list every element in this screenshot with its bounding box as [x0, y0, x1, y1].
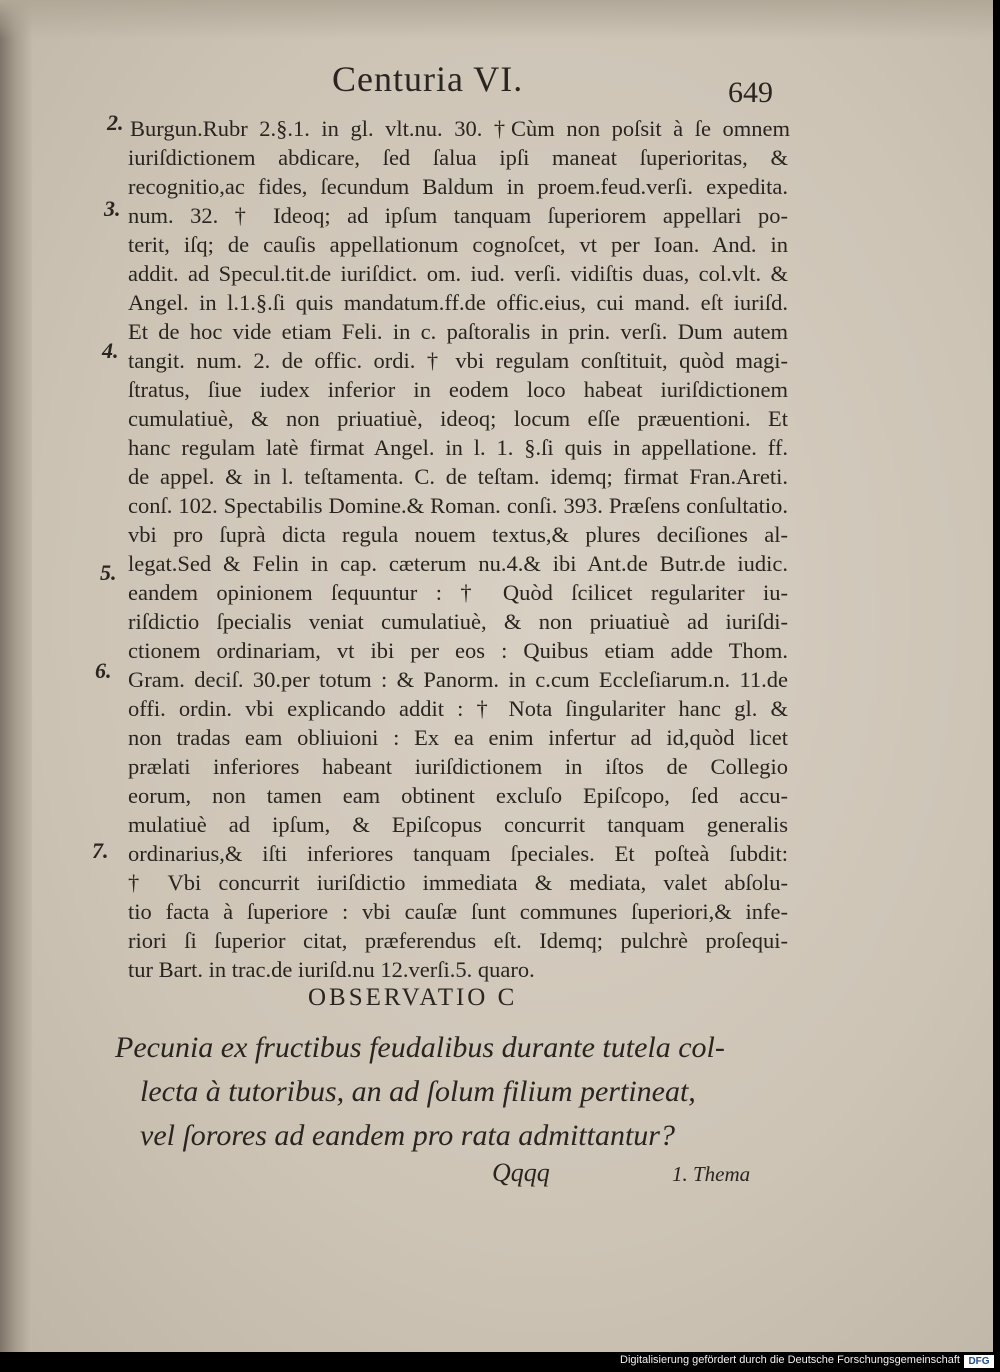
text-line: riſdictio ſpecialis veniat cumulatiuè, & non priuatiuè ad iuriſdi-: [128, 609, 788, 634]
margin-number: 6.: [95, 658, 112, 683]
text-line: de appel. & in l. teſtamenta. C. de teſtam. idemq; firmat Fran.Areti.: [128, 464, 788, 489]
text-line: eorum, non tamen eam obtinent excluſo Epiſcopo, ſed accu-: [128, 783, 788, 808]
text-line: cumulatiuè, & non priuatiuè, ideoq; locum eſſe præuentioni. Et: [128, 406, 788, 431]
text-line: ctionem ordinariam, vt ibi per eos : Quibus etiam adde Thom.: [128, 638, 788, 663]
running-title: Centuria VI.: [332, 59, 524, 99]
text-line: legat.Sed & Felin in cap. cæterum nu.4.& ibi Ant.de Butr.de iudic.: [128, 551, 788, 576]
margin-number: 3.: [104, 196, 121, 221]
text-line: eandem opinionem ſequuntur : † Quòd ſcilicet regulariter iu-: [128, 580, 788, 605]
page-number: 649: [728, 76, 773, 109]
margin-number: 4.: [102, 338, 119, 363]
text-line: Et de hoc vide etiam Feli. in c. paſtoralis in prin. verſi. Dum autem: [128, 319, 788, 344]
dfg-logo: DFG: [964, 1355, 994, 1368]
question-line: Pecunia ex fructibus feudalibus durante tutela col-: [115, 1031, 725, 1064]
text-line: Angel. in l.1.§.ſi quis mandatum.ff.de offic.eius, cui mand. eſt iuriſd.: [128, 290, 788, 315]
text-line: Burgun.Rubr 2.§.1. in gl. vlt.nu. 30. †Cùm non poſsit à ſe omnem: [130, 116, 790, 141]
catchword: 1. Thema: [672, 1162, 751, 1186]
text-line: vbi pro ſuprà dicta regula nouem textus,& plures deciſiones al-: [128, 522, 788, 547]
text-line: prælati inferiores habeant iuriſdictionem in iſtos de Collegio: [128, 754, 788, 779]
observatio-heading: OBSERVATIO C: [308, 984, 518, 1011]
text-line: mulatiuè ad ipſum, & Epiſcopus concurrit tanquam generalis: [128, 812, 788, 837]
text-line: tur Bart. in trac.de iuriſd.nu 12.verſi.5. quaro.: [128, 957, 535, 982]
text-line: num. 32. † Ideoq; ad ipſum tanquam ſuperiorem appellari po-: [128, 203, 788, 228]
text-line: tio facta à ſuperiore : vbi cauſæ ſunt communes ſuperiori,& infe-: [128, 899, 788, 924]
text-line: offi. ordin. vbi explicando addit : † Nota ſingulariter hanc gl. &: [128, 696, 788, 721]
text-line: iuriſdictionem abdicare, ſed ſalua ipſi maneat ſuperioritas, &: [128, 145, 788, 170]
text-line: hanc regulam latè firmat Angel. in l. 1. §.ſi quis in appellatione. ff.: [128, 435, 788, 460]
margin-number: 7.: [92, 838, 109, 863]
page-header: [0, 58, 993, 109]
margin-number: 2.: [107, 110, 124, 135]
text-line: ſtratus, ſiue iudex inferior in eodem loco habeat iuriſdictionem: [128, 377, 788, 402]
text-line: tangit. num. 2. de offic. ordi. † vbi regulam conſtituit, quòd magi-: [128, 348, 788, 373]
text-line: non tradas eam obliuioni : Ex ea enim infertur ad id,quòd licet: [128, 725, 788, 750]
question-line: vel ſorores ad eandem pro rata admittantur?: [140, 1119, 675, 1152]
signature-mark: Qqqq: [492, 1158, 550, 1187]
footer-credit: Digitalisierung gefördert durch die Deutsche Forschungsgemeinschaft: [620, 1354, 960, 1366]
text-line: terit, iſq; de cauſis appellationum cognoſcet, vt per Ioan. And. in: [128, 232, 788, 257]
page-top-shadow: [0, 0, 993, 40]
text-line: conſ. 102. Spectabilis Domine.& Roman. conſi. 393. Præſens conſultatio.: [128, 493, 788, 518]
digitization-footer: [0, 1352, 1000, 1372]
margin-number: 5.: [100, 560, 117, 585]
page-gutter-shadow: [0, 0, 32, 1352]
question-line: lecta à tutoribus, an ad ſolum filium pertineat,: [140, 1075, 696, 1108]
text-line: addit. ad Specul.tit.de iuriſdict. om. iud. verſi. vidiſtis duas, col.vlt. &: [128, 261, 788, 286]
text-line: recognitio,ac fides, ſecundum Baldum in proem.feud.verſi. expedita.: [128, 174, 788, 199]
text-line: Gram. deciſ. 30.per totum : & Panorm. in c.cum Eccleſiarum.n. 11.de: [128, 667, 788, 692]
text-line: riori ſi ſuperior citat, præferendus eſt. Idemq; pulchrè proſequi-: [128, 928, 788, 953]
text-line: ordinarius,& iſti inferiores tanquam ſpeciales. Et poſteà ſubdit:: [128, 841, 788, 866]
text-line: † Vbi concurrit iuriſdictio immediata & mediata, valet abſolu-: [128, 870, 788, 895]
